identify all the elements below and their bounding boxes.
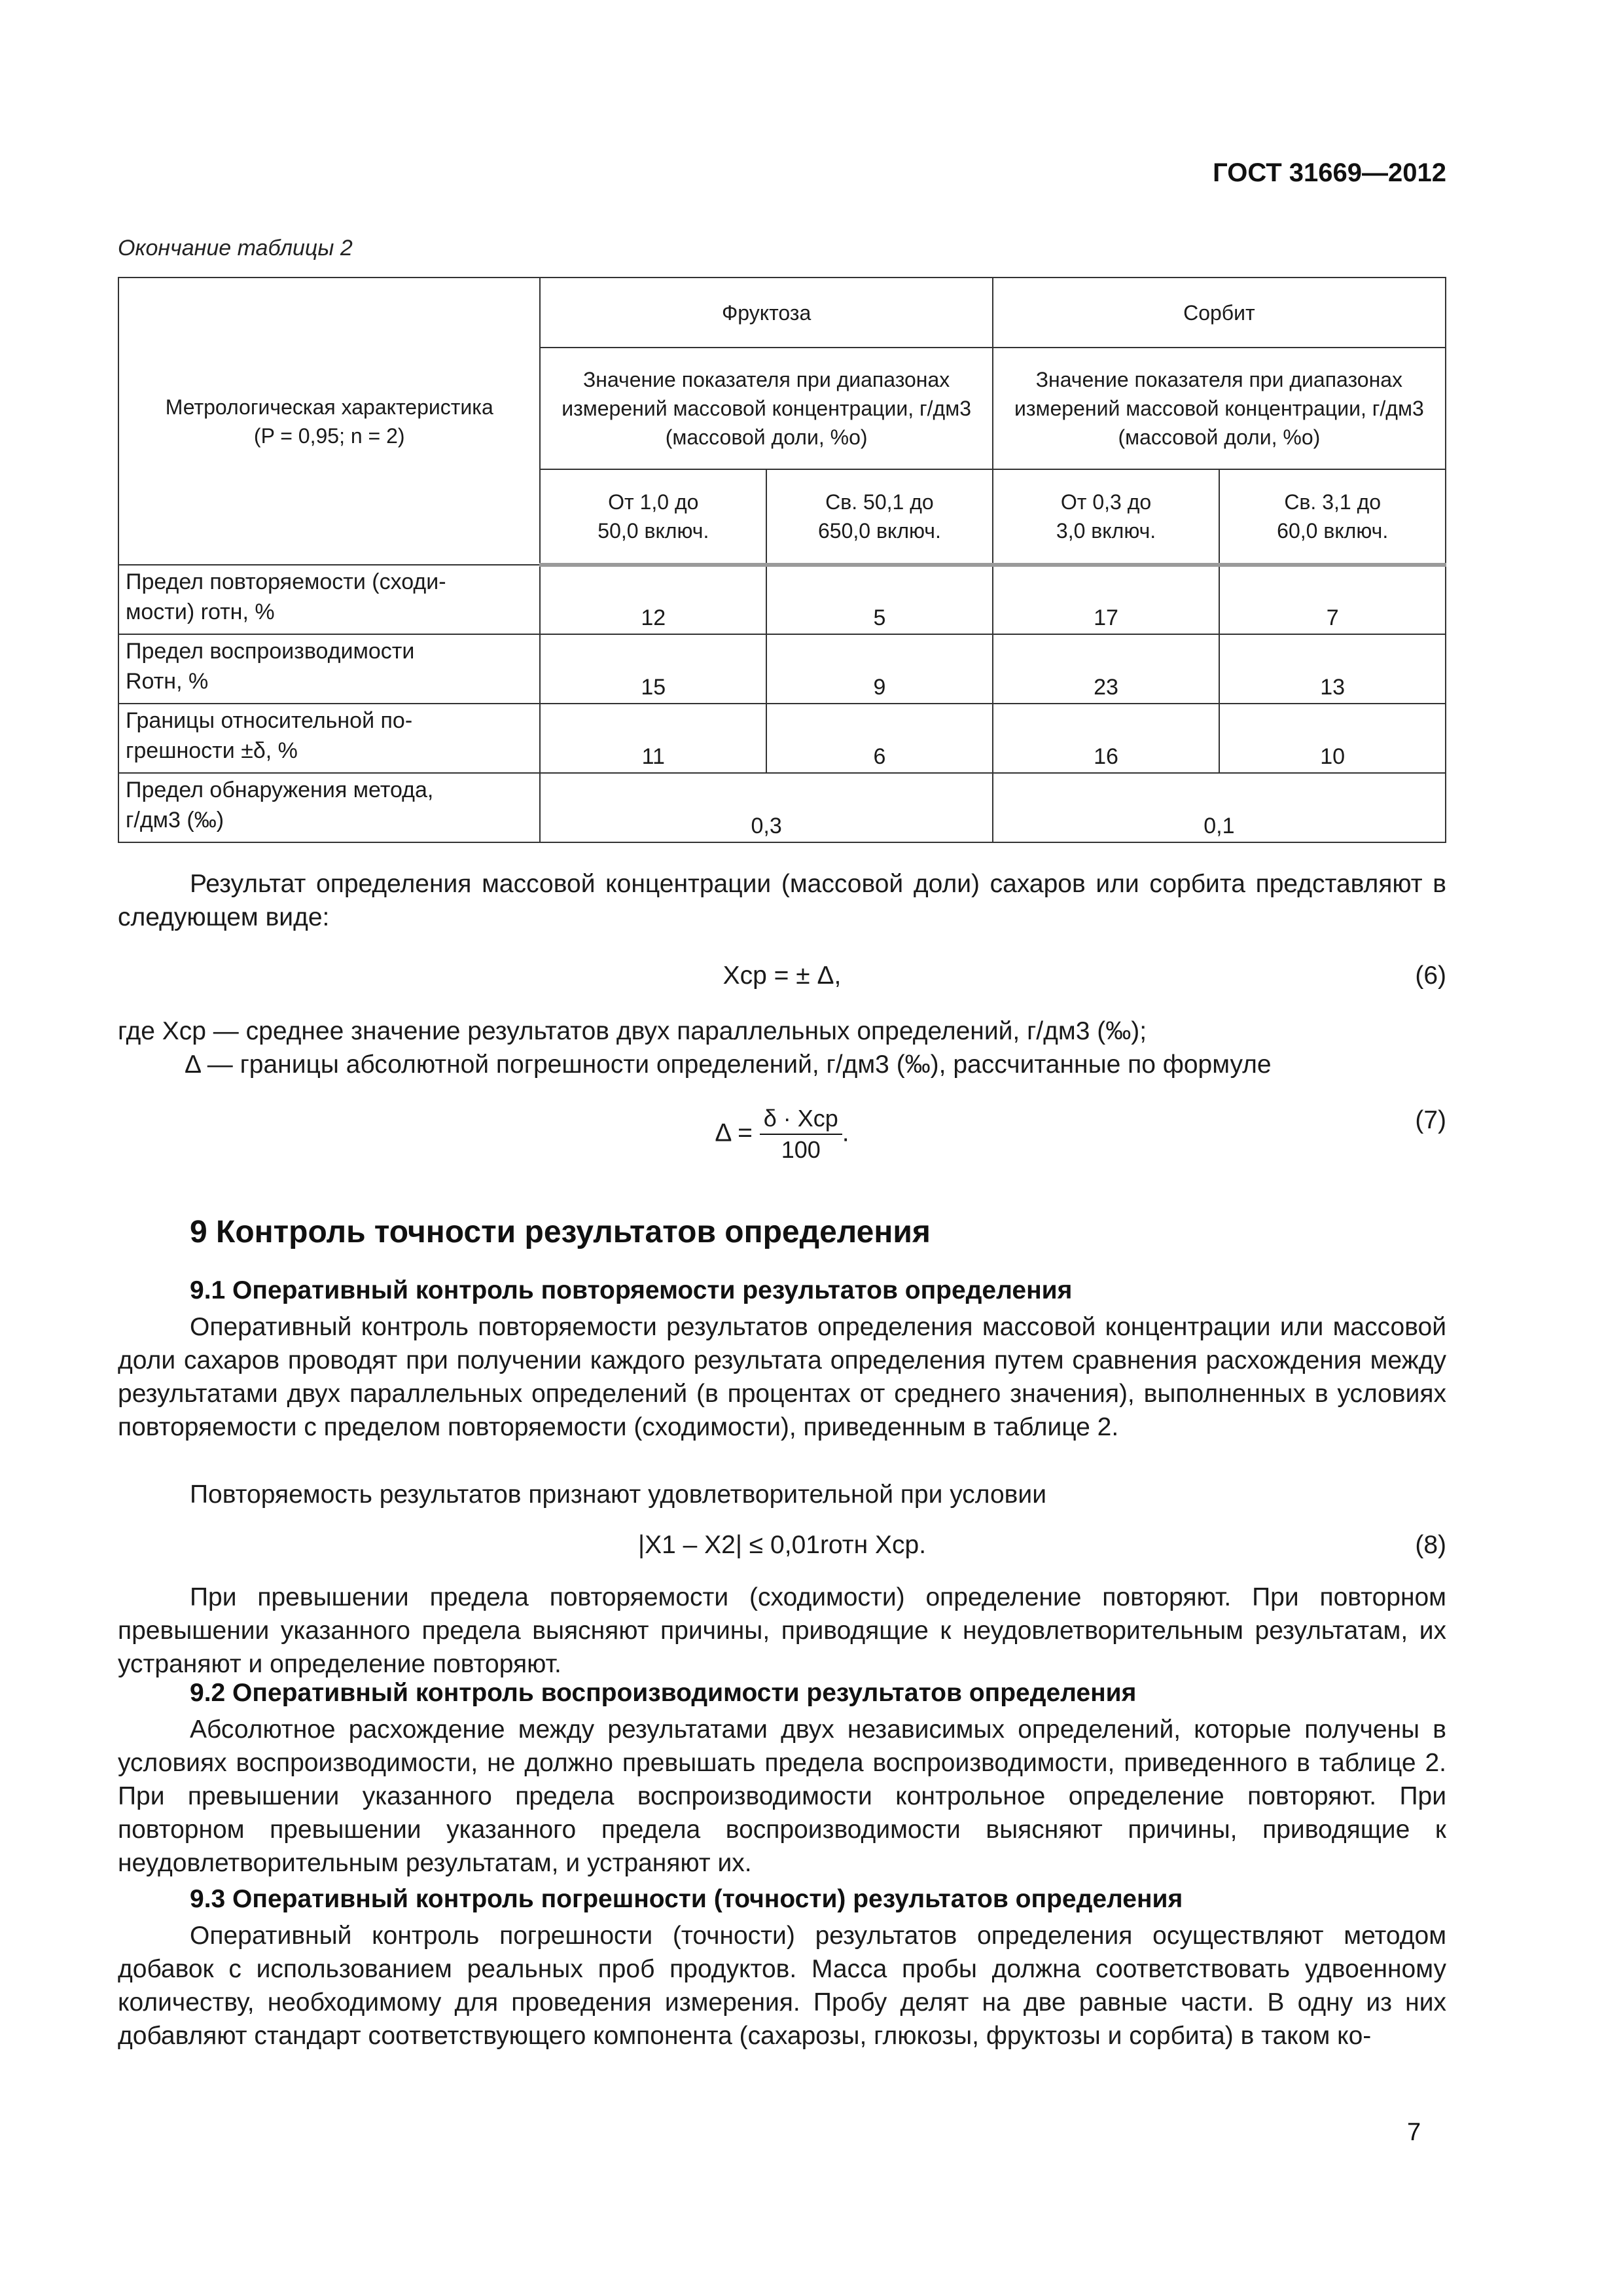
formula-lhs: Δ = — [715, 1119, 753, 1147]
row-label-line: мости) rотн, % — [126, 600, 275, 624]
range-to: 3,0 включ. — [1056, 519, 1156, 543]
range-to: 650,0 включ. — [817, 519, 941, 543]
section-9-heading: 9 Контроль точности результатов определения — [190, 1215, 931, 1249]
repeatability-condition-paragraph: Повторяемость результатов признают удовлетворительной при условии — [190, 1480, 1046, 1509]
subsection-9-3-paragraph: Оперативный контроль погрешности (точности) результатов определения осуществляют методом добавок с использованием реальных проб продуктов. Масса пробы должна соответствовать удвоенному количеству, необходимому для проведения измерения. Пробу делят на две равные части. В одну из них добавляют стандарт соответствующего компонента (сахарозы, глюкозы, фруктозы и сорбита) в таком ко- — [118, 1922, 1446, 2050]
subsection-9-1-paragraph: Оперативный контроль повторяемости результатов определения массовой концентрации или массовой доли сахаров проводят при получении каждого результата определения путем сравнения расхождения между результатами двух параллельных определений (в процентах от среднего значения), выполненных в условиях повторяемости с пределом повторяемости (сходимости), приведенным в таблице 2. — [118, 1313, 1446, 1441]
table-cell: 7 — [1219, 565, 1446, 634]
range-desc-fructose — [540, 348, 992, 469]
range-to: 60,0 включ. — [1277, 519, 1389, 543]
range-cell — [1219, 469, 1446, 565]
range-cell — [993, 469, 1220, 565]
page-number: 7 — [1407, 2119, 1421, 2146]
table-continuation-caption: Окончание таблицы 2 — [118, 236, 353, 260]
table-cell: 13 — [1219, 634, 1446, 704]
range-desc-line: измерений массовой концентрации, г/дм3 — [1014, 397, 1424, 420]
range-to: 50,0 включ. — [597, 519, 709, 543]
table-cell: 12 — [540, 565, 766, 634]
subsection-9-1-heading: 9.1 Оперативный контроль повторяемости результатов определения — [190, 1276, 1073, 1304]
range-desc-line: измерений массовой концентрации, г/дм3 — [562, 397, 972, 420]
row-label-line: Предел повторяемости (сходи- — [126, 569, 446, 594]
formula-fraction — [760, 1103, 842, 1165]
repeatability-exceed-paragraph: При превышении предела повторяемости (сходимости) определение повторяют. При повторном превышении указанного предела выясняют причины, приводящие к неудовлетворительным результатам, их устраняют и определение повторяют. — [118, 1583, 1446, 1678]
table-row — [118, 634, 1446, 704]
subsection-9-3-heading: 9.3 Оперативный контроль погрешности (точности) результатов определения — [190, 1885, 1183, 1913]
table-cell: 16 — [993, 704, 1220, 773]
table-row — [118, 565, 1446, 634]
table-cell: 11 — [540, 704, 766, 773]
formula-number: (8) — [1415, 1531, 1446, 1559]
where-line-xcp: где Xср — среднее значение результатов двух параллельных определений, г/дм3 (‰); — [118, 1017, 1147, 1045]
formula-number: (7) — [1415, 1106, 1446, 1134]
formula-expression: Δ = $\frac{\text{δ · Xср}}{100}$ . — [118, 1103, 1446, 1165]
formula-number: (6) — [1415, 961, 1446, 990]
row-label-line: грешности ±δ, % — [126, 738, 298, 763]
range-from: Св. 50,1 до — [825, 490, 934, 514]
range-desc-line: (массовой доли, %о) — [665, 425, 868, 449]
group-header-sorbitol: Сорбит — [993, 278, 1446, 348]
table-row — [118, 773, 1446, 842]
range-cell — [766, 469, 993, 565]
range-desc-sorbitol — [993, 348, 1446, 469]
table-cell: 17 — [993, 565, 1220, 634]
row-label — [118, 565, 540, 634]
subsection-9-2-heading: 9.2 Оперативный контроль воспроизводимости результатов определения — [190, 1679, 1137, 1707]
fraction-numerator: δ · Xср — [760, 1103, 842, 1135]
row-label — [118, 773, 540, 842]
table-row — [118, 704, 1446, 773]
formula-7 — [118, 1103, 1446, 1175]
row-label-line: Предел обнаружения метода, — [126, 778, 434, 802]
table-cell: 0,3 — [540, 773, 992, 842]
metric-header-line: Метрологическая характеристика — [165, 395, 493, 419]
row-label — [118, 704, 540, 773]
subsection-9-2-paragraph: Абсолютное расхождение между результатами двух независимых определений, которые получены в условиях воспроизводимости, не должно превышать предела воспроизводимости, приведенного в таблице 2. При превышении указанного предела воспроизводимости контрольное определение повторяют. При повторном превышении указанного предела воспроизводимости выясняют причины, приводящие к неудовлетворительным результатам, и устраняют их. — [118, 1715, 1446, 1877]
table-cell: 23 — [993, 634, 1220, 704]
range-desc-line: Значение показателя при диапазонах — [582, 368, 950, 391]
formula-8 — [118, 1528, 1446, 1562]
row-label-line: Предел воспроизводимости — [126, 639, 415, 664]
metrology-table — [118, 277, 1446, 843]
row-label-line: Границы относительной по- — [126, 708, 413, 733]
formula-expression: Xср = ± Δ, — [722, 961, 842, 990]
metric-header-cell — [118, 278, 540, 565]
formula-6 — [118, 959, 1446, 993]
table-cell: 9 — [766, 634, 993, 704]
range-from: Св. 3,1 до — [1284, 490, 1382, 514]
formula-expression: |X1 – X2| ≤ 0,01rотн Xср. — [637, 1531, 927, 1559]
row-label-line: Rотн, % — [126, 669, 209, 694]
result-paragraph: Результат определения массовой концентрации (массовой доли) сахаров или сорбита представляют в следующем виде: — [118, 870, 1446, 931]
row-label-line: г/дм3 (‰) — [126, 808, 224, 833]
table-cell: 0,1 — [993, 773, 1446, 842]
where-line-delta: Δ — границы абсолютной погрешности определений, г/дм3 (‰), рассчитанные по формуле — [185, 1050, 1272, 1079]
range-desc-line: Значение показателя при диапазонах — [1035, 368, 1403, 391]
row-label — [118, 634, 540, 704]
table-cell: 6 — [766, 704, 993, 773]
table-cell: 15 — [540, 634, 766, 704]
metric-header-params: (P = 0,95; n = 2) — [253, 423, 405, 448]
table-cell: 5 — [766, 565, 993, 634]
fraction-denominator: 100 — [781, 1136, 821, 1163]
document-code: ГОСТ 31669—2012 — [1213, 158, 1446, 187]
group-header-fructose: Фруктоза — [540, 278, 992, 348]
range-from: От 1,0 до — [608, 490, 699, 514]
range-cell — [540, 469, 766, 565]
table-cell: 10 — [1219, 704, 1446, 773]
range-desc-line: (массовой доли, %о) — [1118, 425, 1321, 449]
range-from: От 0,3 до — [1060, 490, 1152, 514]
